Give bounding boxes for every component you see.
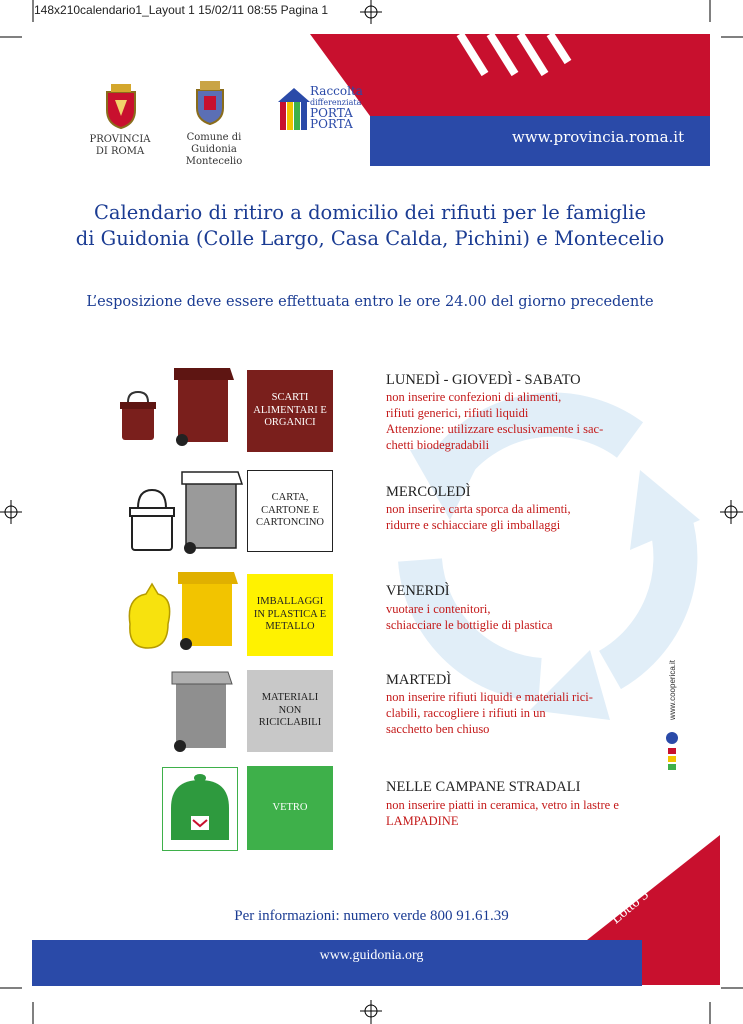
- non-recyclable-bin-icon: [170, 668, 234, 756]
- raccolta-house-icon: [276, 86, 312, 132]
- organic-day: LUNEDÌ - GIOVEDÌ - SABATO: [386, 372, 581, 388]
- page-title: Calendario di ritiro a domicilio dei rifiuti per le famiglie di Guidonia (Colle Largo, Casa Calda, Pichini) e Montecelio: [75, 201, 665, 250]
- glass-bin-frame: [162, 767, 238, 851]
- non-recyclable-label: MATERIALI NON RICICLABILI: [247, 670, 333, 752]
- comune-coat-of-arms-icon: [194, 80, 226, 126]
- organic-label: SCARTI ALIMENTARI E ORGANICI: [247, 370, 333, 452]
- website-bottom: www.guidonia.org: [319, 948, 424, 963]
- non-recyclable-day: MARTEDÌ: [386, 672, 452, 688]
- plastic-bin-icon: [124, 568, 244, 656]
- glass-notes: non inserire piatti in ceramica, vetro in lastre e LAMPADINE: [386, 798, 619, 828]
- info-line: Per informazioni: numero verde 800 91.61.39: [234, 908, 509, 924]
- cooperica-logo-icon: [662, 730, 682, 780]
- cooperica-url: www.cooperica.it: [668, 659, 677, 720]
- glass-bell-icon: [163, 768, 237, 850]
- organic-bin-icon: [118, 364, 238, 452]
- plastic-label: IMBALLAGGI IN PLASTICA E METALLO: [247, 574, 333, 656]
- non-recyclable-notes: non inserire rifiuti liquidi e materiali rici- clabili, raccogliere i rifiuti in un sacchetto ben chiuso: [386, 690, 593, 736]
- website-top: www.provincia.roma.it: [512, 128, 685, 146]
- glass-label: VETRO: [247, 766, 333, 850]
- provincia-coat-of-arms-icon: [103, 82, 139, 130]
- printer-slug: 148x210calendario1_Layout 1 15/02/11 08:55 Pagina 1: [34, 3, 329, 17]
- bottom-red-corner: [530, 835, 720, 1015]
- paper-day: MERCOLEDÌ: [386, 484, 471, 500]
- paper-label: CARTA, CARTONE E CARTONCINO: [247, 470, 333, 552]
- lotto-label: Lotto 3: [608, 886, 652, 928]
- plastic-day: VENERDÌ: [386, 583, 450, 599]
- glass-day: NELLE CAMPANE STRADALI: [386, 779, 581, 795]
- raccolta-logo-text: Raccolta differenziata PORTA PORTA: [310, 84, 363, 131]
- provincia-caption: PROVINCIA DI ROMA: [89, 134, 151, 157]
- organic-notes: non inserire confezioni di alimenti, rifiuti generici, rifiuti liquidi Attenzione: utilizzare esclusivamente i sac- chetti biodegradabili: [386, 390, 604, 452]
- plastic-notes: vuotare i contenitori, schiacciare le bottiglie di plastica: [386, 602, 553, 632]
- paper-notes: non inserire carta sporca da alimenti, ridurre e schiacciare gli imballaggi: [386, 502, 571, 532]
- paper-bin-icon: [126, 466, 246, 556]
- page-subtitle: L’esposizione deve essere effettuata entro le ore 24.00 del giorno precedente: [86, 294, 654, 310]
- comune-caption: Comune di Guidonia Montecelio: [185, 132, 243, 167]
